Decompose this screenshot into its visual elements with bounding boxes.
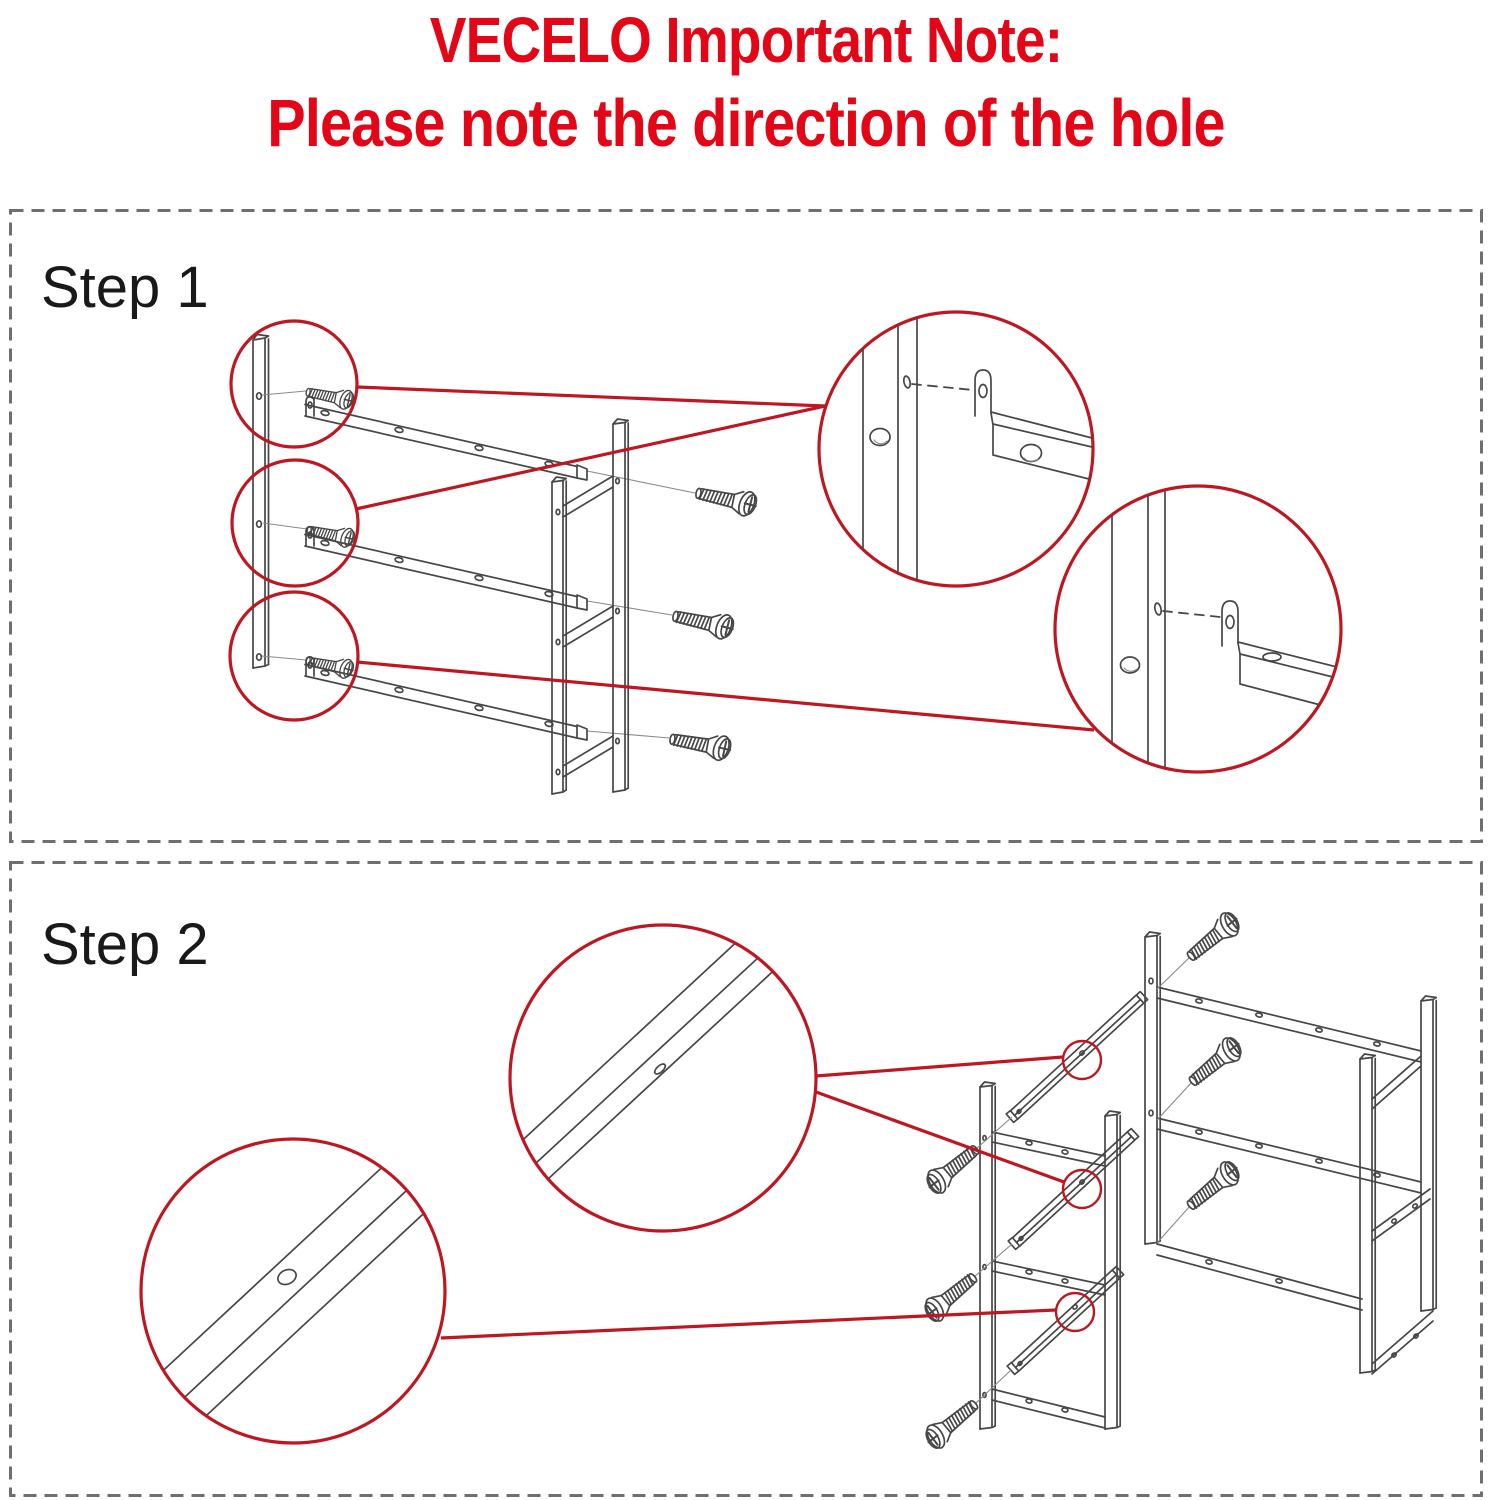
connector-line [816,1057,1063,1076]
screw-icon [693,480,760,520]
rail-2 [305,527,587,610]
detail-callout-b [1055,486,1341,772]
screw-icon [1181,907,1246,968]
screw-icon [305,520,357,550]
detail-callout-a [819,312,1093,586]
title-line-1: VECELO Important Note: [429,4,1063,76]
screws [304,382,760,764]
step-1-label: Step 1 [41,255,209,320]
magnified-hole-top [275,1267,298,1288]
zoom-callout-circle-3 [230,592,358,720]
detail-callout-c [510,925,816,1231]
step-2-panel [9,861,1484,1498]
magnified-hole-side [653,1062,667,1075]
screw-icon [919,1393,984,1454]
screw-icon [670,603,737,643]
step-2-border [11,863,1482,1496]
page-title [0,0,1492,205]
loose-rung-2 [1008,1129,1138,1250]
detail-callout-a-content [863,310,1092,590]
connector-line [441,1310,1056,1338]
step-1-panel [9,209,1484,844]
loose-rung-1 [1006,992,1147,1123]
screw-icon [1183,1032,1248,1093]
step-1-drawing [9,209,1484,844]
zoom-callout-circle-2 [232,460,358,586]
screw-icon [668,726,734,764]
step-2-drawing [9,861,1484,1498]
step-2-label: Step 2 [41,912,209,977]
connector-line [356,406,825,509]
left-post [253,335,269,669]
connector-line [357,387,825,406]
screw-icon [918,1266,983,1327]
detail-callout-d [141,1139,445,1443]
zoom-callout-circles [141,925,1101,1443]
screw-icon [304,651,356,681]
detail-callout-b-content [1112,490,1341,770]
magnified-bar-top [499,912,809,1204]
large-frame [1145,932,1436,1374]
screw-icon [920,1138,985,1199]
small-frame [980,1082,1120,1429]
title-line-2: Please note the direction of the hole [267,86,1225,161]
screw-icon [1181,1156,1246,1217]
connector-line [357,662,1094,730]
zoom-callout-circles [230,312,1341,772]
zoom-callout-circle-1 [231,321,357,447]
